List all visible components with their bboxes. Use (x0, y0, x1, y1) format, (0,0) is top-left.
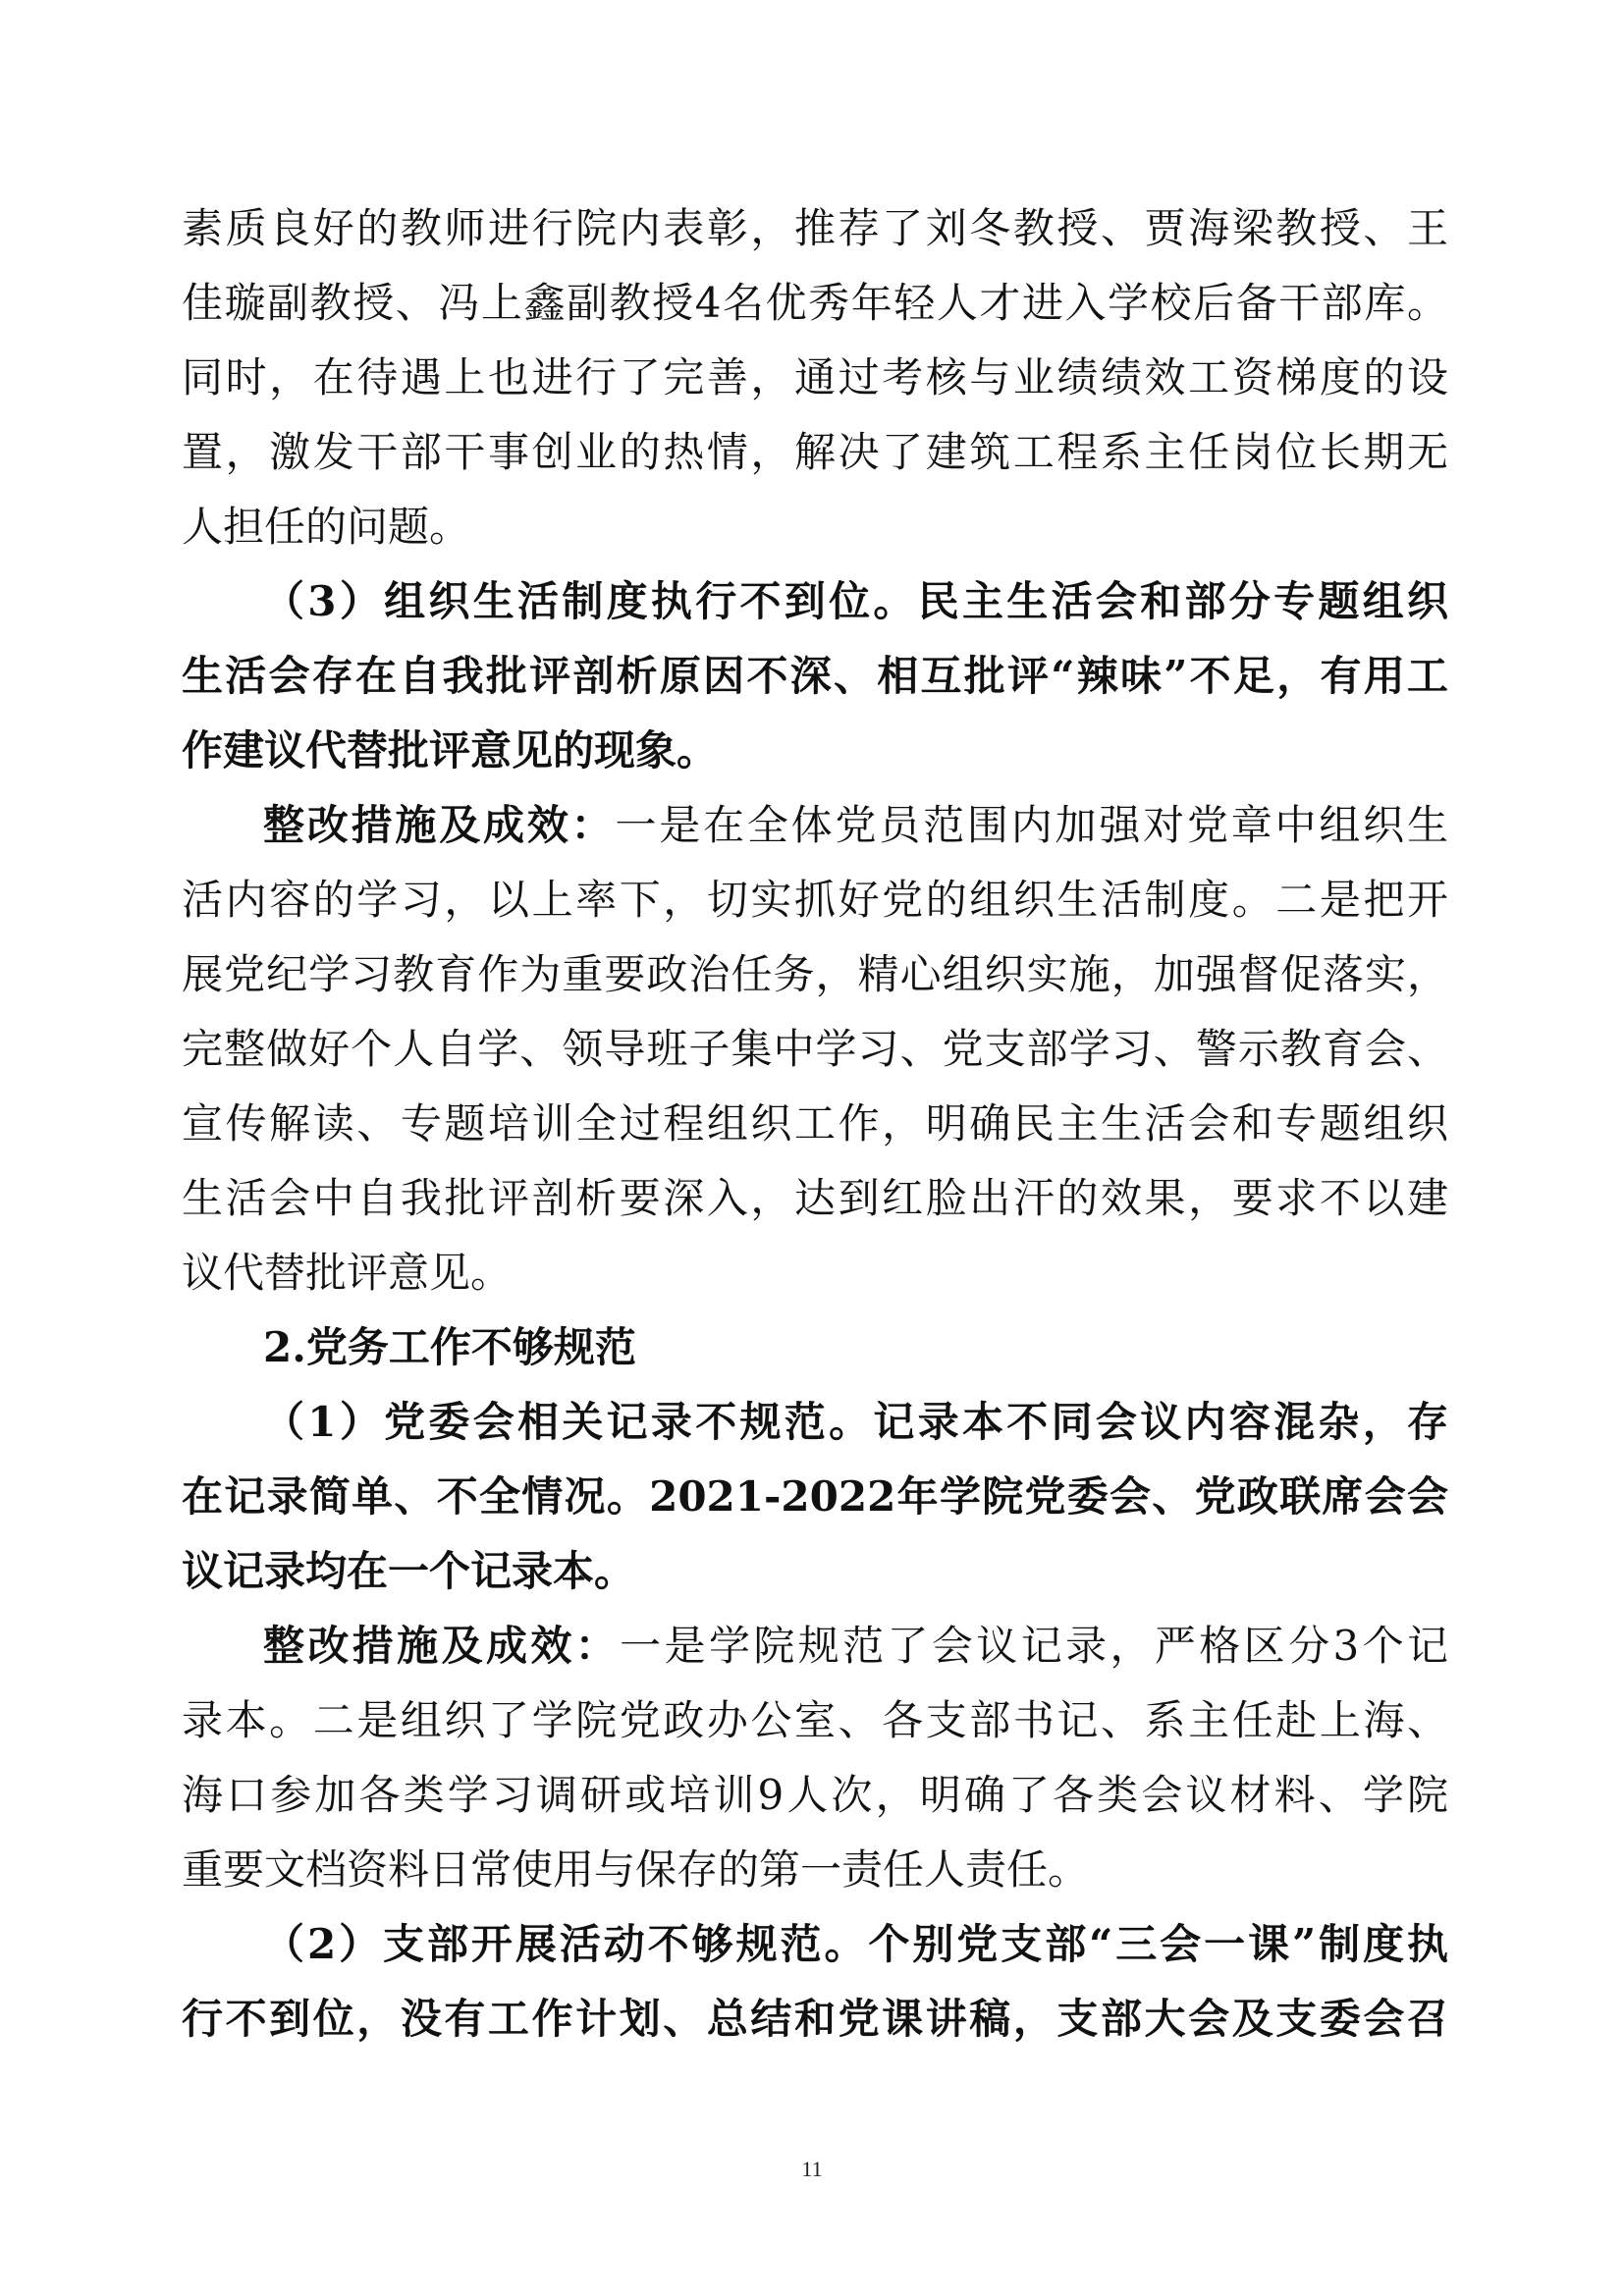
body-line: 完整做好个人自学、领导班子集中学习、党支部学习、警示教育会、 (182, 1025, 1448, 1073)
issue-heading-line: 议记录均在一个记录本。 (182, 1547, 636, 1595)
measures-line: 整改措施及成效：一是学院规范了会议记录，严格区分3个记 (263, 1622, 1448, 1670)
page-number: 11 (801, 2157, 823, 2181)
issue-heading-line: （2）支部开展活动不够规范。个别党支部“三会一课”制度执 (263, 1920, 1448, 1968)
body-line: 活内容的学习，以上率下，切实抓好党的组织生活制度。二是把开 (182, 876, 1448, 924)
body-line: 展党纪学习教育作为重要政治任务，精心组织实施，加强督促落实， (182, 950, 1448, 998)
section-heading: 2.党务工作不够规范 (263, 1323, 636, 1371)
body-line: 重要文档资料日常使用与保存的第一责任人责任。 (182, 1845, 1090, 1894)
body-line: 生活会中自我批评剖析要深入，达到红脸出汗的效果，要求不以建 (182, 1174, 1448, 1222)
body-line: 人担任的问题。 (182, 503, 471, 551)
issue-heading-line: （1）党委会相关记录不规范。记录本不同会议内容混杂，存 (263, 1398, 1448, 1446)
issue-heading-line: 行不到位，没有工作计划、总结和党课讲稿，支部大会及支委会召 (182, 1995, 1448, 2043)
body-line: 置，激发干部干事创业的热情，解决了建筑工程系主任岗位长期无 (182, 428, 1448, 476)
body-line: 海口参加各类学习调研或培训9人次，明确了各类会议材料、学院 (182, 1771, 1448, 1819)
issue-heading-line: 生活会存在自我批评剖析原因不深、相互批评“辣味”不足，有用工 (182, 652, 1448, 700)
measures-line: 整改措施及成效：一是在全体党员范围内加强对党章中组织生 (263, 801, 1448, 849)
body-line: 议代替批评意见。 (182, 1249, 513, 1297)
body-line: 素质良好的教师进行院内表彰，推荐了刘冬教授、贾海梁教授、王 (182, 204, 1448, 252)
issue-heading-line: （3）组织生活制度执行不到位。民主生活会和部分专题组织 (263, 577, 1448, 625)
issue-heading-line: 在记录简单、不全情况。2021-2022年学院党委会、党政联席会会 (182, 1472, 1448, 1521)
measures-label: 整改措施及成效： (263, 1622, 621, 1670)
measures-label: 整改措施及成效： (263, 801, 616, 849)
body-line: 佳璇副教授、冯上鑫副教授4名优秀年轻人才进入学校后备干部库。 (182, 279, 1448, 327)
body-line: 宣传解读、专题培训全过程组织工作，明确民主生活会和专题组织 (182, 1099, 1448, 1148)
issue-heading-line: 作建议代替批评意见的现象。 (182, 726, 719, 774)
body-line: 录本。二是组织了学院党政办公室、各支部书记、系主任赴上海、 (182, 1696, 1448, 1744)
body-line: 同时，在待遇上也进行了完善，通过考核与业绩绩效工资梯度的设 (182, 353, 1448, 401)
